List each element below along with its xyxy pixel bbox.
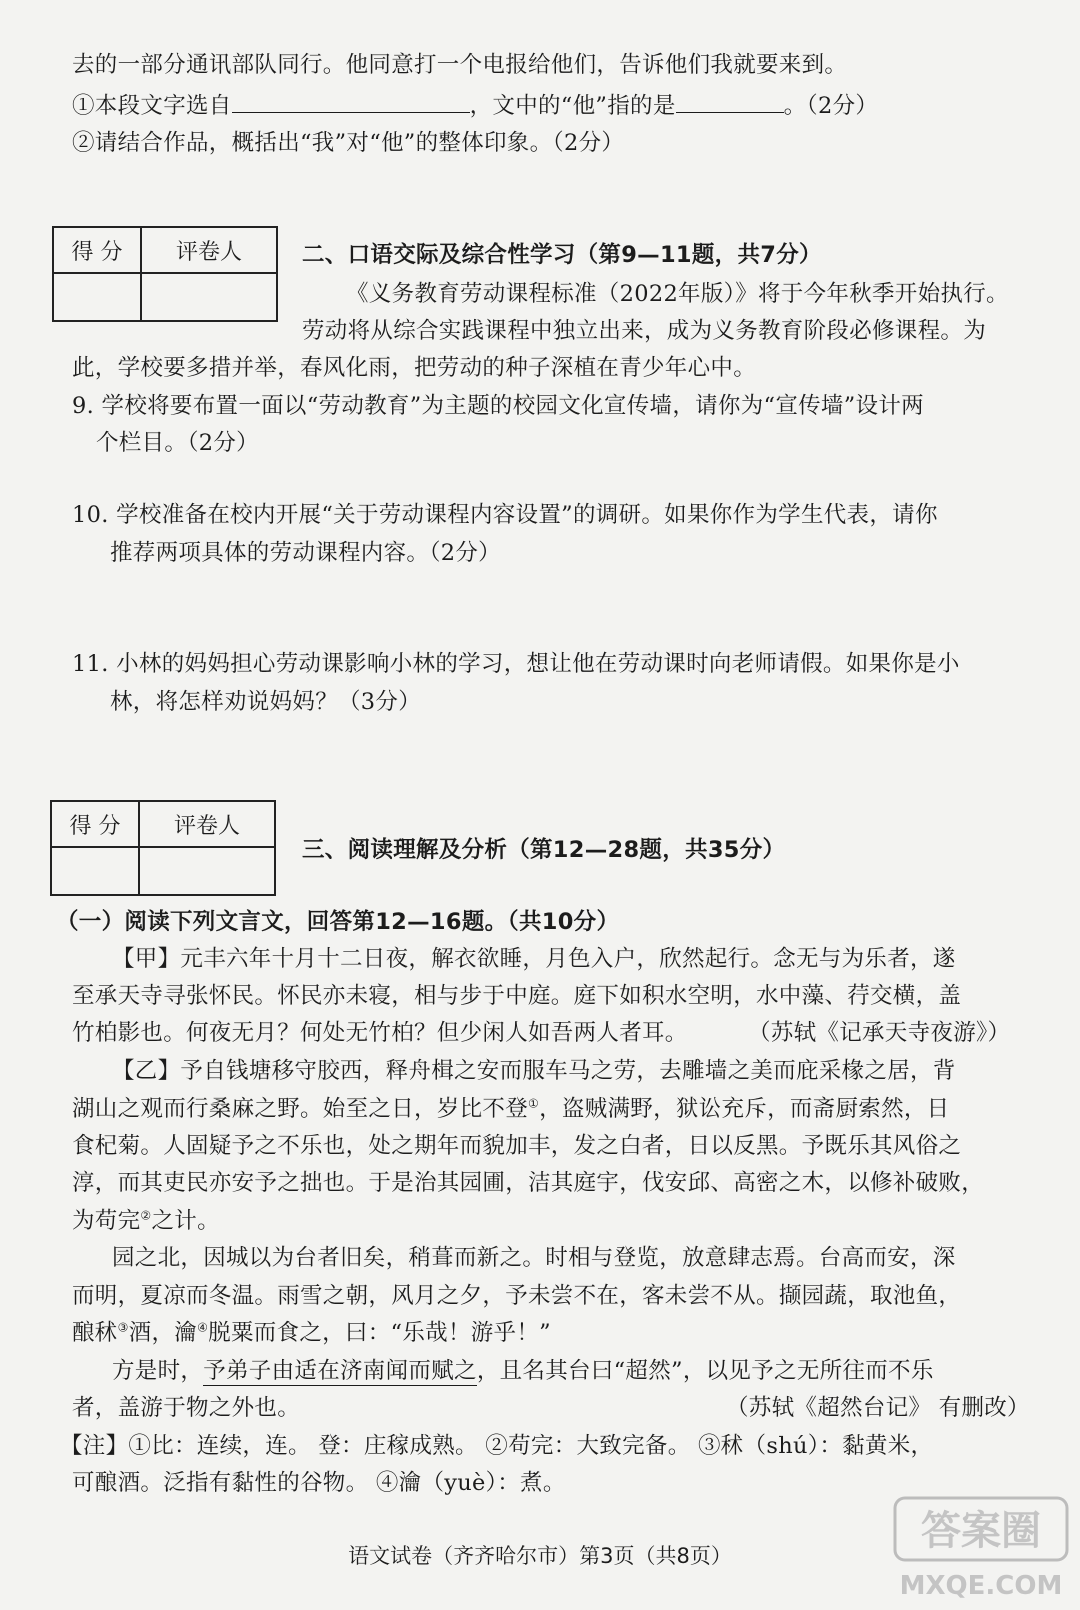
question-11-cont: 林，将怎样劝说妈妈？（3分） (110, 689, 422, 715)
passage-yi-source: （苏轼《超然台记》 有删改） (726, 1395, 1030, 1421)
question-10-cont: 推荐两项具体的劳动课程内容。（2分） (110, 540, 501, 566)
underlined-sentence: 予弟子由适在济南闻而赋之 (203, 1358, 477, 1384)
passage-yi-line: 食杞菊。人固疑予之不乐也，处之期年而貌加丰，发之白者，日以反黑。予既乐其风俗之 (72, 1133, 962, 1159)
score-cell[interactable] (54, 274, 142, 320)
score-label: 得 分 (52, 802, 140, 848)
section-3-title: 三、阅读理解及分析（第12—28题，共35分） (302, 837, 786, 863)
subsection-title: （一）阅读下列文言文，回答第12—16题。（共10分） (56, 909, 620, 935)
grader-cell[interactable] (142, 274, 276, 320)
passage-yi-line: 而明，夏凉而冬温。雨雪之朝，风月之夕，予未尝不在，客未尝不从。撷园蔬，取池鱼， (72, 1283, 962, 1309)
question-text: ①本段文字选自 (72, 93, 232, 119)
watermark-text-bottom: MXQE.COM (899, 1571, 1063, 1601)
question-1 (72, 90, 878, 121)
question-2: ②请结合作品，概括出“我”对“他”的整体印象。（2分） (72, 130, 625, 156)
notes-line: 可酿酒。泛指有黏性的谷物。 ④瀹（yuè）：煮。 (72, 1470, 566, 1496)
text-line: 去的一部分通讯部队同行。他同意打一个电报给他们，告诉他们我就要来到。 (72, 52, 848, 78)
passage-yi-line: 酿秫③酒，瀹④脱粟而食之，曰：“乐哉！游乎！” (72, 1320, 551, 1346)
grader-label: 评卷人 (140, 802, 274, 848)
passage-jia-source: （苏轼《记承天寺夜游》） (748, 1020, 1011, 1046)
passage-jia-line: 至承天寺寻张怀民。怀民亦未寝，相与步于中庭。庭下如积水空明，水中藻、荇交横，盖 (72, 983, 962, 1009)
passage-yi-line: 方是时，予弟子由适在济南闻而赋之，且名其台曰“超然”，以见予之无所往而不乐 (112, 1358, 934, 1384)
passage-yi-line: 【乙】予自钱塘移守胶西，释舟楫之安而服车马之劳，去雕墙之美而庇采椽之居，背 (112, 1058, 956, 1084)
question-text: 。（2分） (783, 93, 879, 119)
grader-label: 评卷人 (142, 228, 276, 274)
passage-yi-line: 为苟完②之计。 (72, 1208, 220, 1234)
text-line: 《义务教育劳动课程标准（2022年版）》将于今年秋季开始执行。 (346, 281, 1009, 307)
score-label: 得 分 (54, 228, 142, 274)
question-10: 10. 学校准备在校内开展“关于劳动课程内容设置”的调研。如果你作为学生代表，请你 (72, 502, 938, 528)
passage-yi-line: 园之北，因城以为台者旧矣，稍葺而新之。时相与登览，放意肆志焉。台高而安，深 (112, 1245, 956, 1271)
passage-yi-line: 淳，而其吏民亦安予之拙也。于是治其园圃，洁其庭宇，伐安邱、高密之木，以修补破败， (72, 1170, 985, 1196)
answer-blank[interactable] (232, 90, 470, 113)
text-line: 此，学校要多措并举，春风化雨，把劳动的种子深植在青少年心中。 (72, 355, 757, 381)
section-2-title: 二、口语交际及综合性学习（第9—11题，共7分） (302, 242, 822, 268)
answer-blank[interactable] (676, 90, 784, 113)
question-text: ，文中的“他”指的是 (469, 93, 676, 119)
question-9: 9. 学校将要布置一面以“劳动教育”为主题的校园文化宣传墙，请你为“宣传墙”设计两 (72, 393, 924, 419)
passage-jia-line: 【甲】元丰六年十月十二日夜，解衣欲睡，月色入户，欣然起行。念无与为乐者，遂 (112, 946, 956, 972)
passage-yi-line: 湖山之观而行桑麻之野。始至之日，岁比不登①，盗贼满野，狱讼充斥，而斋厨索然，日 (72, 1096, 950, 1122)
score-box (52, 226, 278, 322)
page-footer: 语文试卷（齐齐哈尔市）第3页（共8页） (348, 1544, 732, 1568)
score-box (50, 800, 276, 896)
score-cell[interactable] (52, 848, 140, 894)
text-line: 劳动将从综合实践课程中独立出来，成为义务教育阶段必修课程。为 (302, 318, 987, 344)
question-9-cont: 个栏目。（2分） (96, 430, 259, 456)
question-11: 11. 小林的妈妈担心劳动课影响小林的学习，想让他在劳动课时向老师请假。如果你是小 (72, 651, 960, 677)
watermark-logo (889, 1494, 1074, 1604)
watermark-text-top: 答案圈 (921, 1508, 1041, 1554)
grader-cell[interactable] (140, 848, 274, 894)
passage-yi-line: 者，盖游于物之外也。 (72, 1395, 301, 1421)
passage-jia-line: 竹柏影也。何夜无月？何处无竹柏？但少闲人如吾两人者耳。 (72, 1020, 688, 1046)
notes-line: 【注】①比：连续，连。 登：庄稼成熟。 ②苟完：大致完备。 ③秫（shú）：黏黄米， (60, 1433, 934, 1459)
